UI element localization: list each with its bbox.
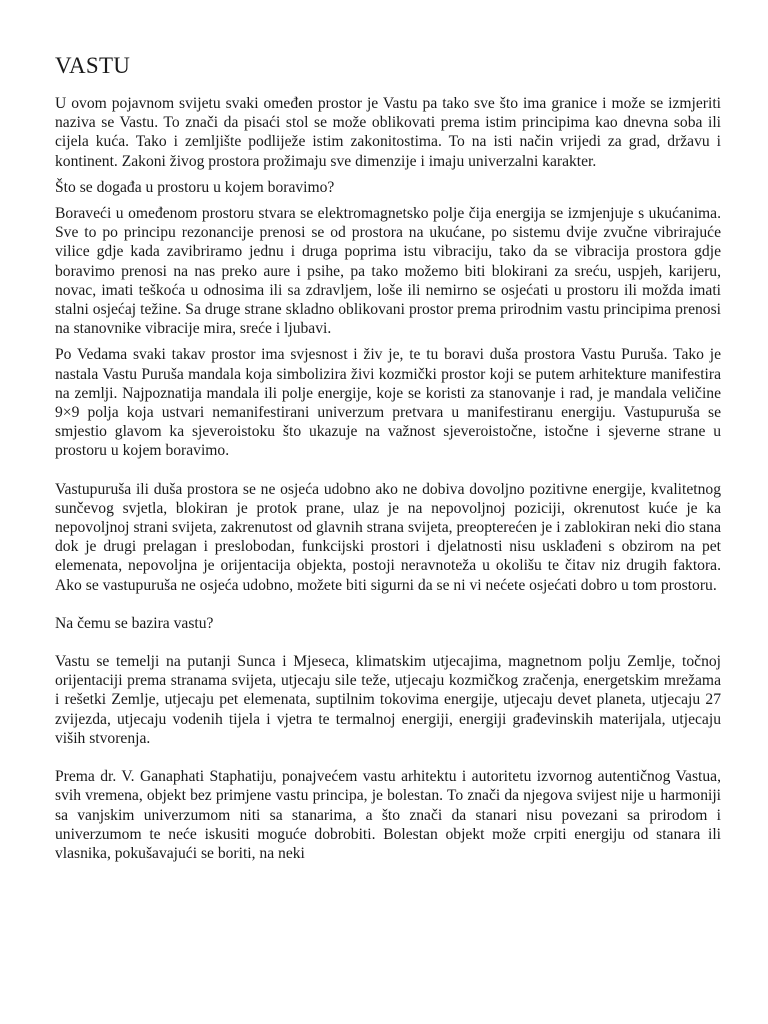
document-page — [55, 52, 721, 863]
paragraph-basis: Vastu se temelji na putanji Sunca i Mjeseca, klimatskim utjecajima, magnetnom polju Zemlje, točnoj orijentaciji prema stranama svijeta, utjecaju sile teže, utjecaju kozmičkog zračenja, energetskim mrežama i rešetki Zemlje, utjecaju pet elemenata, suptilnim tokovima energije, utjecaju devet planeta, utjecaju 27 zvijezda, utjecaju vodenih tijela i vjetra te termalnoj energiji, energiji građevinskih materijala, utjecaju viših stvorenja. — [55, 653, 721, 747]
section-heading-space: Što se događa u prostoru u kojem boravimo? — [55, 178, 335, 196]
paragraph-electromagnetic: Boraveći u omeđenom prostoru stvara se elektromagnetsko polje čija energija se izmjenjuje s ukućanima. Sve to po principu rezonancije prenosi se od prostora na ukućane, po sistemu dvije zvučne vibrirajuće vilice gdje kada zavibriramo jednu i druga poprima istu vibraciju, tako da se vibracija prostora gdje boravimo prenosi na nas preko aure i psihe, pa tako možemo biti blokirani za sreću, uspjeh, karijeru, novac, imati teškoća u odnosima ili sa zdravljem, loše ili nemirno se osjećati u prostoru ili možda imati stalni osjećaj težine. Sa druge strane skladno oblikovani prostor prema prirodnim vastu principima prenosi na stanovnike vibracije mira, sreće i ljubavi. — [55, 205, 721, 338]
paragraph-vedas: Po Vedama svaki takav prostor ima svjesnost i živ je, te tu boravi duša prostora Vastu Puruša. Tako je nastala Vastu Puruša mandala koja simbolizira živi kozmički prostor koji se putem arhitekture manifestira na zemlji. Najpoznatija mandala ili polje energije, koje se koristi za stanovanje i rad, je mandala veličine 9×9 polja koja ustvari nemanifestirani univerzum pretvara u manifestiranu energiju. Vastupuruša se smjestio glavom ka sjeveroistoku što ukazuje na važnost sjeveroistočne, istočne i sjeverne strane u prostoru u kojem boravimo. — [55, 346, 721, 460]
paragraph-intro: U ovom pojavnom svijetu svaki omeđen prostor je Vastu pa tako sve što ima granice i može se izmjeriti naziva se Vastu. To znači da pisaći stol se može oblikovati prema istim principima kao dnevna soba ili cijela kuća. Tako i zemljište podliježe istim zakonitostima. To na isti način vrijedi za grad, državu i kontinent. Zakoni živog prostora prožimaju sve dimenzije i imaju univerzalni karakter. — [55, 95, 721, 170]
section-heading-basis: Na čemu se bazira vastu? — [55, 614, 214, 632]
document-title: VASTU — [55, 53, 131, 78]
paragraph-vastupurusa: Vastupuruša ili duša prostora se ne osjeća udobno ako ne dobiva dovoljno pozitivne energije, kvalitetnog sunčevog svjetla, blokiran je protok prane, ulaz je na nepovoljnoj poziciji, okrenutost kuće je ka nepovoljnoj strani svijeta, zakrenutost od glavnih strana svijeta, preopterećen je i zablokiran neki dio stana dok je drugi prelagan i preslobodan, funkcijski prostori i djelatnosti nisu usklađeni s obzirom na pet elemenata, nepovoljna je orijentacija objekta, postoji neravnoteža u okolišu te čitav niz drugih faktora. Ako se vastupuruša ne osjeća udobno, možete biti sigurni da se ni vi nećete osjećati dobro u tom prostoru. — [55, 480, 721, 594]
paragraph-ganaphati: Prema dr. V. Ganaphati Staphatiju, ponajvećem vastu arhitektu i autoritetu izvornog autentičnog Vastua, svih vremena, objekt bez primjene vastu principa, je bolestan. To znači da njegova svijest nije u harmoniji sa vanjskim univerzumom niti sa stanarima, a što znači da stanari nisu povezani sa prirodom i univerzumom te neće iskusiti moguće dobrobiti. Bolestan objekt može crpiti energiju od stanara ili vlasnika, pokušavajući se boriti, na neki — [55, 768, 721, 862]
